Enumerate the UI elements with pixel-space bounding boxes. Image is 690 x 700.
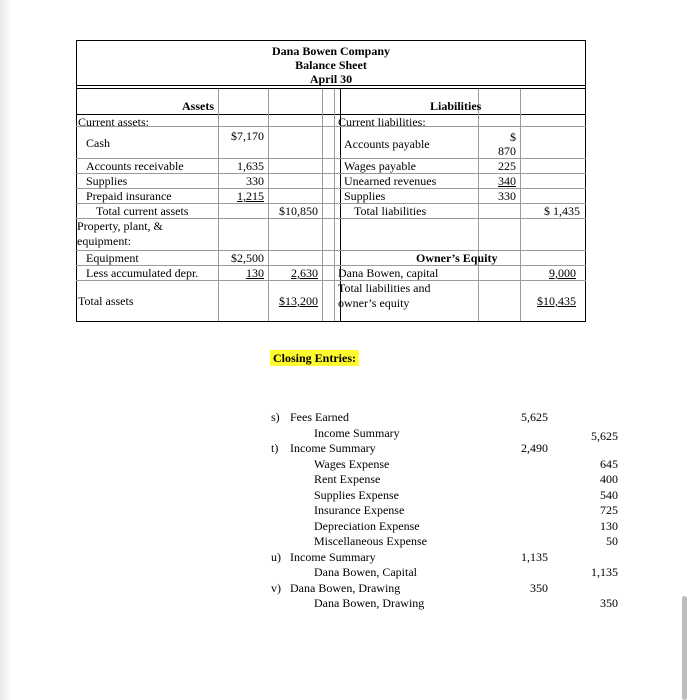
entry-debit: 2,490 xyxy=(521,441,548,455)
total-current-assets-label: Total current assets xyxy=(96,204,189,218)
total-liabilities-value: $ 1,435 xyxy=(544,204,580,218)
total-assets-label: Total assets xyxy=(78,294,134,308)
ppe-label-cont: equipment: xyxy=(77,234,131,248)
col-line xyxy=(478,89,479,321)
entry-credit: 540 xyxy=(600,488,618,502)
entry-account: Insurance Expense xyxy=(314,503,405,517)
cash-value: $7,170 xyxy=(231,129,264,143)
entry-credit: 130 xyxy=(600,519,618,533)
entry-account: Fees Earned xyxy=(290,410,349,424)
statement-title: Balance Sheet xyxy=(295,58,367,72)
liabilities-heading: Liabilities xyxy=(430,99,482,113)
capital-label: Dana Bowen, capital xyxy=(338,266,439,280)
entry-credit: 350 xyxy=(600,596,618,610)
header-rule-2 xyxy=(76,88,586,89)
supplies-liability-label: Supplies xyxy=(344,189,386,203)
entry-debit: 1,135 xyxy=(521,550,548,564)
col-line xyxy=(322,89,323,321)
total-assets-value: $13,200 xyxy=(279,294,318,308)
wages-payable-value: 225 xyxy=(498,159,516,173)
entry-account: Dana Bowen, Drawing xyxy=(314,596,425,610)
accumulated-depreciation-label: Less accumulated depr. xyxy=(86,266,199,280)
entry-credit: 725 xyxy=(600,503,618,517)
col-line xyxy=(218,89,219,321)
entry-account: Income Summary xyxy=(290,550,376,564)
page-edge-shadow xyxy=(0,0,12,700)
entry-account: Depreciation Expense xyxy=(314,519,420,533)
row-line xyxy=(76,250,586,251)
entry-credit: 50 xyxy=(606,534,618,548)
accounts-payable-value: 870 xyxy=(498,144,516,158)
total-liabilities-equity-label-cont: owner’s equity xyxy=(338,296,410,310)
prepaid-insurance-value: 1,215 xyxy=(237,189,264,203)
current-assets-label: Current assets: xyxy=(78,115,149,129)
entry-account: Dana Bowen, Drawing xyxy=(290,581,401,595)
entry-account: Rent Expense xyxy=(314,472,381,486)
entry-marker: v) xyxy=(271,581,281,595)
table-border-top xyxy=(76,40,586,41)
unearned-revenues-value: 340 xyxy=(498,174,516,188)
net-equipment-value: 2,630 xyxy=(291,266,318,280)
prepaid-insurance-label: Prepaid insurance xyxy=(86,189,172,203)
wages-payable-label: Wages payable xyxy=(344,159,416,173)
entry-marker: u) xyxy=(271,550,281,564)
entry-account: Dana Bowen, Capital xyxy=(314,565,417,579)
entry-account: Supplies Expense xyxy=(314,488,399,502)
entry-account: Wages Expense xyxy=(314,457,390,471)
entry-account: Miscellaneous Expense xyxy=(314,534,427,548)
entry-credit: 1,135 xyxy=(591,565,618,579)
supplies-label: Supplies xyxy=(86,174,128,188)
entry-marker: s) xyxy=(271,410,280,424)
supplies-value: 330 xyxy=(246,174,264,188)
balance-sheet-table xyxy=(76,40,586,322)
accounts-payable-label: Accounts payable xyxy=(344,137,430,151)
owners-equity-heading: Owner’s Equity xyxy=(416,251,498,265)
total-liabilities-equity-label: Total liabilities and xyxy=(338,281,431,295)
col-line xyxy=(268,89,269,321)
table-border-bottom xyxy=(76,321,586,322)
accounts-receivable-label: Accounts receivable xyxy=(86,159,184,173)
capital-value: 9,000 xyxy=(549,266,576,280)
total-liabilities-equity-value: $10,435 xyxy=(537,294,576,308)
vertical-scrollbar[interactable] xyxy=(682,596,687,700)
total-current-assets-value: $10,850 xyxy=(279,204,318,218)
entry-marker: t) xyxy=(271,441,279,455)
entry-debit: 350 xyxy=(530,581,548,595)
col-line xyxy=(520,89,521,321)
heading-rule xyxy=(76,114,586,115)
cash-label: Cash xyxy=(86,136,110,150)
col-line xyxy=(334,89,335,321)
assets-heading: Assets xyxy=(182,99,214,113)
ppe-label: Property, plant, & xyxy=(77,219,163,233)
entry-credit: 5,625 xyxy=(591,429,618,443)
closing-entries-title: Closing Entries: xyxy=(270,350,359,366)
row-line xyxy=(76,280,586,281)
entry-credit: 645 xyxy=(600,457,618,471)
unearned-revenues-label: Unearned revenues xyxy=(344,174,437,188)
entry-debit: 5,625 xyxy=(521,410,548,424)
equipment-value: $2,500 xyxy=(231,251,264,265)
row-line xyxy=(76,126,586,127)
entry-account: Income Summary xyxy=(314,426,400,440)
entry-account: Income Summary xyxy=(290,441,376,455)
accounts-payable-dollar: $ xyxy=(510,130,516,144)
entry-credit: 400 xyxy=(600,472,618,486)
total-liabilities-label: Total liabilities xyxy=(354,204,427,218)
equipment-label: Equipment xyxy=(86,251,139,265)
supplies-liability-value: 330 xyxy=(498,189,516,203)
accounts-receivable-value: 1,635 xyxy=(237,159,264,173)
company-name: Dana Bowen Company xyxy=(271,44,391,58)
current-liabilities-label: Current liabilities: xyxy=(338,115,426,129)
accumulated-depreciation-value: 130 xyxy=(246,266,264,280)
statement-date: April 30 xyxy=(309,72,353,86)
